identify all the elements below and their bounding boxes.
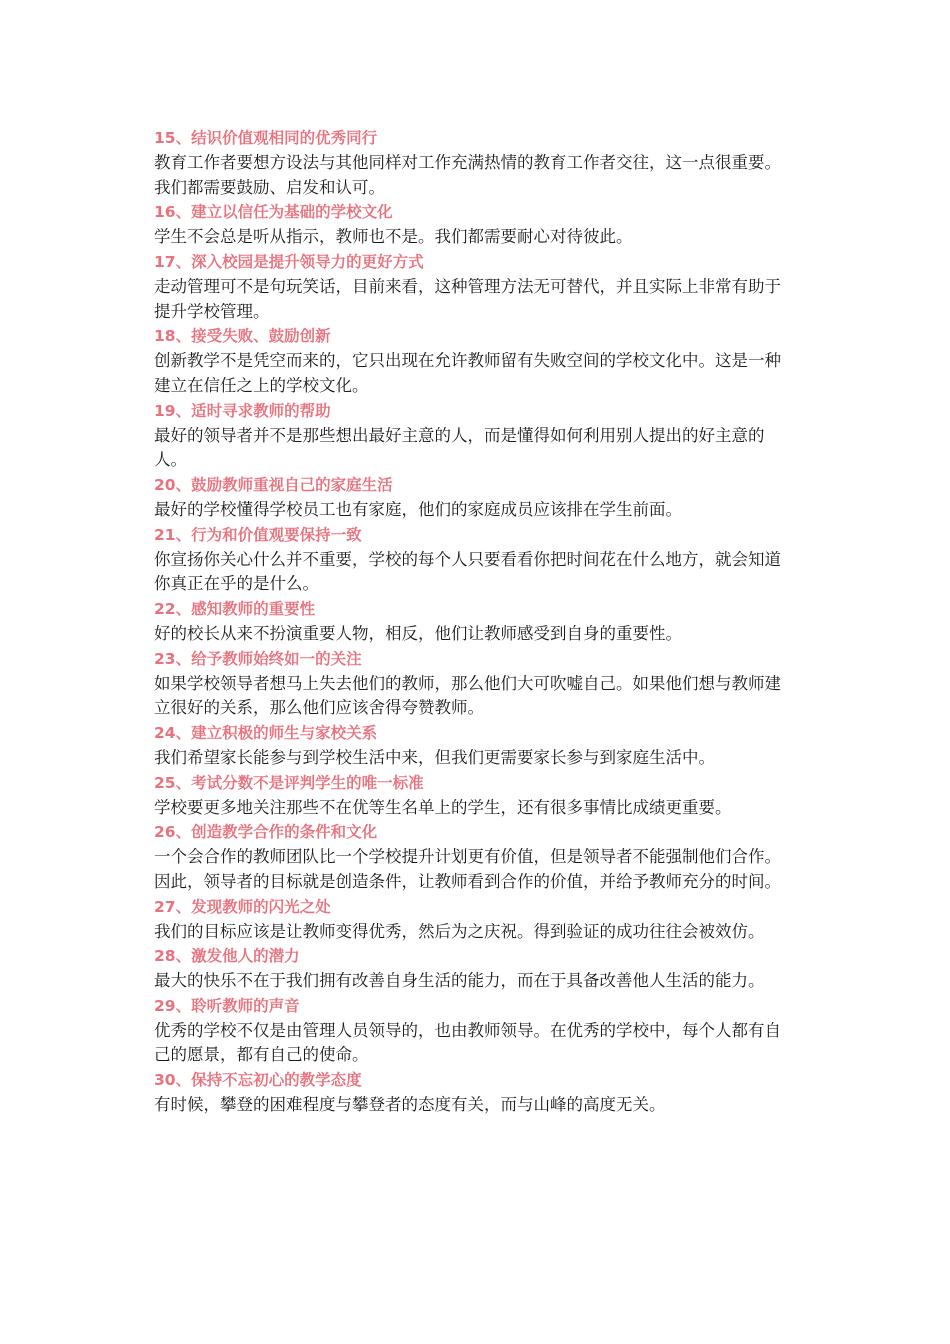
list-item xyxy=(154,721,794,771)
section-heading: 22、感知教师的重要性 xyxy=(154,600,316,619)
section-heading: 30、保持不忘初心的教学态度 xyxy=(154,1071,362,1090)
list-item xyxy=(154,1068,794,1118)
section-heading: 25、考试分数不是评判学生的唯一标准 xyxy=(154,773,424,792)
document-page xyxy=(154,126,794,1118)
list-item xyxy=(154,473,794,523)
section-text: 优秀的学校不仅是由管理人员领导的，也由教师领导。在优秀的学校中，每个人都有自己的愿景，都有自己的使命。 xyxy=(154,1020,781,1065)
section-text: 最好的学校懂得学校员工也有家庭，他们的家庭成员应该排在学生前面。 xyxy=(154,499,682,519)
section-heading: 20、鼓励教师重视自己的家庭生活 xyxy=(154,476,393,495)
section-heading: 26、创造教学合作的条件和文化 xyxy=(154,823,378,842)
section-heading: 19、适时寻求教师的帮助 xyxy=(154,401,331,420)
section-text: 你宣扬你关心什么并不重要，学校的每个人只要看看你把时间花在什么地方，就会知道你真正在乎的是什么。 xyxy=(154,549,781,594)
list-item xyxy=(154,647,794,721)
section-heading: 27、发现教师的闪光之处 xyxy=(154,897,331,916)
section-heading: 18、接受失败、鼓励创新 xyxy=(154,327,331,346)
section-text: 创新教学不是凭空而来的，它只出现在允许教师留有失败空间的学校文化中。这是一种建立在信任之上的学校文化。 xyxy=(154,351,781,395)
section-heading: 29、聆听教师的声音 xyxy=(154,996,300,1015)
list-item xyxy=(154,126,794,200)
list-item xyxy=(154,523,794,597)
list-item xyxy=(154,399,794,473)
section-heading: 17、深入校园是提升领导力的更好方式 xyxy=(154,252,424,271)
list-item xyxy=(154,771,794,821)
section-text: 好的校长从来不扮演重要人物，相反，他们让教师感受到自身的重要性。 xyxy=(154,623,682,643)
section-heading: 23、给予教师始终如一的关注 xyxy=(154,649,362,668)
section-text: 一个会合作的教师团队比一个学校提升计划更有价值，但是领导者不能强制他们合作。因此，领导者的目标就是创造条件，让教师看到合作的价值，并给予教师充分的时间。 xyxy=(154,847,781,891)
list-item xyxy=(154,597,794,647)
section-text: 走动管理可不是句玩笑话，目前来看，这种管理方法无可替代，并且实际上非常有助于提升学校管理。 xyxy=(154,276,781,321)
section-heading: 24、建立积极的师生与家校关系 xyxy=(154,724,378,743)
section-heading: 16、建立以信任为基础的学校文化 xyxy=(154,203,393,222)
section-text: 最大的快乐不在于我们拥有改善自身生活的能力，而在于具备改善他人生活的能力。 xyxy=(154,971,765,991)
section-text: 教育工作者要想方设法与其他同样对工作充满热情的教育工作者交往，这一点很重要。我们都需要鼓励、启发和认可。 xyxy=(154,152,781,197)
section-text: 学生不会总是听从指示，教师也不是。我们都需要耐心对待彼此。 xyxy=(154,227,633,247)
list-item xyxy=(154,895,794,945)
section-heading: 28、激发他人的潜力 xyxy=(154,947,300,966)
list-item xyxy=(154,324,794,398)
list-item xyxy=(154,200,794,250)
section-text: 最好的领导者并不是那些想出最好主意的人，而是懂得如何利用别人提出的好主意的人。 xyxy=(154,425,765,470)
list-item xyxy=(154,994,794,1068)
section-heading: 21、行为和价值观要保持一致 xyxy=(154,525,362,544)
section-text: 如果学校领导者想马上失去他们的教师，那么他们大可吹嘘自己。如果他们想与教师建立很好的关系，那么他们应该舍得夸赞教师。 xyxy=(154,673,781,718)
section-text: 学校要更多地关注那些不在优等生名单上的学生，还有很多事情比成绩更重要。 xyxy=(154,797,732,817)
list-item xyxy=(154,944,794,994)
section-text: 我们希望家长能参与到学校生活中来，但我们更需要家长参与到家庭生活中。 xyxy=(154,747,715,767)
section-heading: 15、结识价值观相同的优秀同行 xyxy=(154,129,378,147)
list-item xyxy=(154,250,794,324)
section-text: 有时候，攀登的困难程度与攀登者的态度有关，而与山峰的高度无关。 xyxy=(154,1095,666,1115)
list-item xyxy=(154,820,794,894)
section-text: 我们的目标应该是让教师变得优秀，然后为之庆祝。得到验证的成功往往会被效仿。 xyxy=(154,921,765,941)
